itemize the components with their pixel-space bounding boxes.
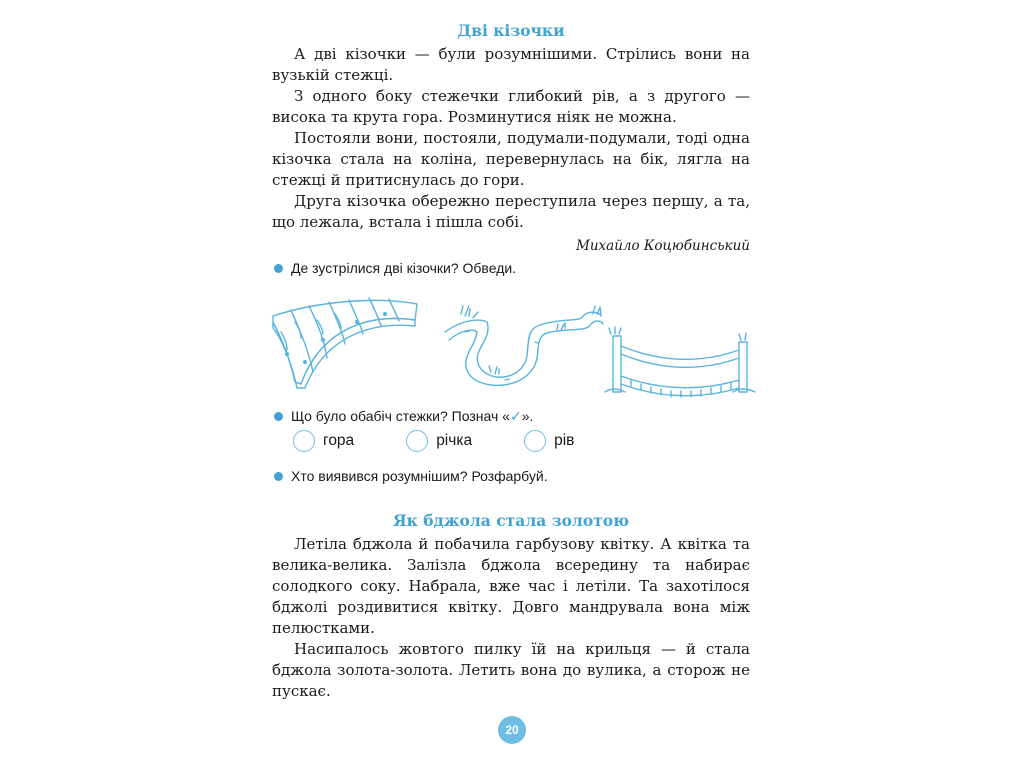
bullet-icon [274,264,283,273]
story-title: Дві кізочки [457,21,565,40]
winding-path-icon[interactable] [445,306,603,385]
answer-options [293,430,626,452]
story-paragraph: Друга кізочка обережно переступила через першу, а та, що лежала, встала і пішла собі. [272,192,750,231]
option-label: рів [554,432,575,449]
story-two-goats [272,18,750,255]
task-text: Де зустрілися дві кізочки? Обведи. [291,260,517,276]
story-paragraph: Постояли вони, постояли, подумали-подумали, тоді одна кізочка стала на коліна, перевернулась на бік, лягла на стежці й притиснулась до гори. [272,129,750,189]
checkmark-icon: ✓ [509,407,522,424]
bullet-icon [274,472,283,481]
answer-circle[interactable] [293,430,315,452]
page-number: 20 [498,716,526,744]
illustrations [265,292,765,412]
task-who-smarter [274,466,548,486]
task-text-end: ». [521,408,534,424]
task-what-was-beside [274,406,533,426]
option-label: гора [323,432,355,449]
rope-bridge-icon[interactable] [605,327,755,397]
answer-circle[interactable] [524,430,546,452]
story-paragraph: Летіла бджола й побачила гарбузову квітку. А квітка та велика-велика. Залізла бджола всередину та набирає солодкого соку. Набрала, вже час і летіли. Та захотілося бджолі роздивитися квітку. Довго мандрувала вона між пелюстками. [272,535,750,637]
answer-circle[interactable] [406,430,428,452]
option-gora[interactable] [293,430,354,452]
story-paragraph: А дві кізочки — були розумнішими. Стрілись вони на вузькій стежці. [272,45,750,84]
bullet-icon [274,412,283,421]
option-richka[interactable] [406,430,472,452]
story-paragraph: Насипалось жовтого пилку їй на крильця — й стала бджола золота-золота. Летить вона до вулика, а сторож не пускає. [272,640,750,700]
story-paragraph: З одного боку стежечки глибокий рів, а з другого — висока та крута гора. Розминутися ніяк не можна. [272,87,750,126]
task-where-met [274,258,516,278]
story-author: Михайло Коцюбинський [576,238,750,254]
story-title: Як бджола стала золотою [392,511,630,530]
option-label: річка [436,432,473,449]
plank-bridge-icon[interactable] [273,298,417,388]
task-text: Хто виявився розумнішим? Розфарбуй. [291,468,548,484]
story-golden-bee [272,508,750,702]
option-riv[interactable] [524,430,574,452]
task-text: Що було обабіч стежки? Познач « [291,408,510,424]
